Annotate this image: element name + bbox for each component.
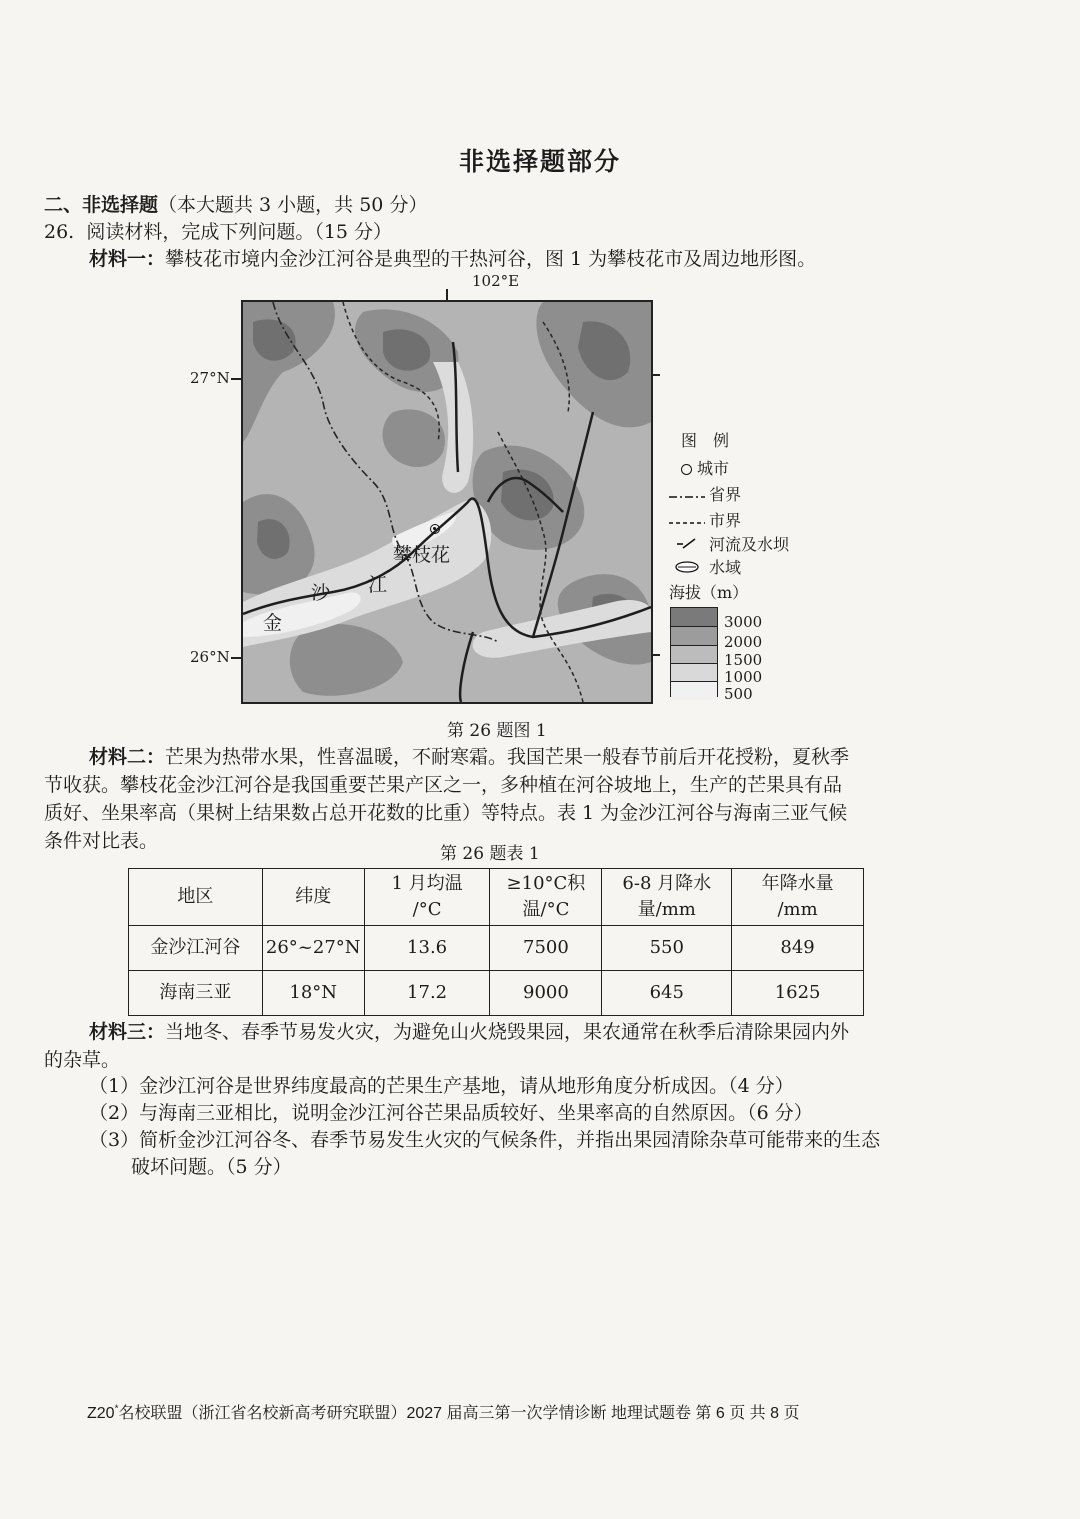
table-row [129,971,864,1016]
elevation-band-500 [671,682,717,700]
table-caption: 第 26 题表 1 [440,844,540,864]
table-header-row [129,869,864,926]
part-heading-label: 二、非选择题 [44,194,159,216]
elevation-band-1500 [671,646,717,664]
sub-question-text: 与海南三亚相比，说明金沙江河谷芒果品质较好、坐果率高的自然原因。（6 分） [139,1102,813,1124]
latitude-top-label: 27°N [190,369,230,387]
longitude-label: 102°E [472,272,520,290]
elevation-label-500: 500 [724,685,753,703]
material2-line-4: 条件对比表。 [44,830,159,852]
river-label-jin: 金 [263,612,283,634]
material2-label: 材料二： [89,746,166,768]
sub-question-number: （1） [89,1075,140,1097]
footer-text: 名校联盟（浙江省名校新高考研究联盟）2027 届高三第一次学情诊断 地理试题卷 第 6 页 共 8 页 [118,1405,800,1422]
legend-label-river-dam: 河流及水坝 [709,535,790,554]
question-prompt-text: 阅读材料，完成下列问题。（15 分） [86,221,393,243]
table-header-cell: 纬度 [262,869,364,926]
legend-item-province-border [669,482,741,505]
material2 [44,743,1044,855]
elevation-label-1500: 1500 [724,651,763,669]
material2-line-3: 质好、坐果率高（果树上结果数占总开花数的比重）等特点。表 1 为金沙江河谷与海南三亚气候 [44,802,848,824]
question-number: 26. [44,221,75,243]
sub-question-number: （2） [89,1102,140,1124]
sub-question-text: 金沙江河谷是世界纬度最高的芒果生产基地，请从地形角度分析成因。（4 分） [139,1075,794,1097]
material2-text-1: 芒果为热带水果，性喜温暖，不耐寒霜。我国芒果一般春节前后开花授粉，夏秋季 [165,746,850,768]
material2-line-2: 节收获。攀枝花金沙江河谷是我国重要芒果产区之一，多种植在河谷坡地上，生产的芒果具有品 [44,774,843,796]
table-cell: 9000 [490,971,602,1016]
part-heading-note: （本大题共 3 小题，共 50 分） [158,194,428,216]
footer-mark: * [114,1403,119,1415]
table-cell: 645 [602,971,732,1016]
river-dam-symbol-icon [669,535,709,554]
table-header-cell: 1 月均温 /°C [364,869,490,926]
table-cell: 1625 [732,971,864,1016]
elevation-label-1000: 1000 [724,668,763,686]
table-header-cell: 6-8 月降水 量/mm [602,869,732,926]
table-header-cell: 地区 [129,869,263,926]
sub-question-3 [89,1127,1049,1154]
material3-text-1: 当地冬、春季节易发火灾，为避免山火烧毁果园，果农通常在秋季后清除果园内外 [165,1021,850,1043]
legend-item-water [669,555,741,578]
part-heading [44,192,427,218]
table-cell: 550 [602,926,732,971]
latitude-bottom-label: 26°N [190,648,230,666]
table-cell: 18°N [262,971,364,1016]
legend-label-province-border: 省界 [709,485,742,504]
sub-question-number: （3） [89,1129,140,1151]
latitude-top-tick-right [652,374,660,376]
question-prompt [44,219,392,245]
legend-title: 图 例 [681,431,730,450]
city-border-symbol-icon [669,511,709,530]
footer-brand: Z20 [87,1405,115,1422]
legend-label-city-border: 市界 [709,511,742,530]
material1-label: 材料一： [89,248,166,270]
elevation-band-1000 [671,664,717,682]
legend-item-river-dam [669,532,789,555]
legend-label-city: 城市 [697,459,730,478]
elevation-title: 海拔（m） [669,583,749,602]
terrain-svg [243,302,651,702]
material3 [44,1018,1044,1074]
elevation-band-3000 [671,608,717,627]
river-label-jiang: 江 [368,574,388,596]
river-label-sha: 沙 [311,582,331,604]
table-cell: 26°~27°N [262,926,364,971]
city-icon [430,524,440,534]
legend-item-city [669,456,729,479]
province-border-symbol-icon [669,485,709,504]
table-cell: 海南三亚 [129,971,263,1016]
table-cell: 17.2 [364,971,490,1016]
climate-comparison-table [128,868,864,1016]
material3-label: 材料三： [89,1021,166,1043]
elevation-scale [670,607,718,697]
city-label: 攀枝花 [393,544,451,566]
map-caption: 第 26 题图 1 [447,721,547,741]
material3-line-2: 的杂草。 [44,1049,121,1071]
elevation-band-2000 [671,627,717,646]
city-symbol-icon [669,459,697,478]
material1 [89,246,816,272]
legend-item-city-border [669,508,741,531]
section-title: 非选择题部分 [458,147,621,176]
material3-line-1 [44,1018,1044,1046]
water-symbol-icon [669,558,709,577]
sub-question-3-continued: 破坏问题。（5 分） [131,1156,292,1178]
table-cell: 7500 [490,926,602,971]
sub-question-2 [89,1100,1049,1127]
sub-question-text: 简析金沙江河谷冬、春季节易发生火灾的气候条件，并指出果园清除杂草可能带来的生态 [139,1129,881,1151]
page-footer [87,1400,799,1423]
table-row [129,926,864,971]
material1-text: 攀枝花市境内金沙江河谷是典型的干热河谷，图 1 为攀枝花市及周边地形图。 [165,248,817,270]
table-cell: 849 [732,926,864,971]
table-cell: 金沙江河谷 [129,926,263,971]
table-cell: 13.6 [364,926,490,971]
latitude-bottom-tick-right [652,654,660,656]
table-header-cell: ≥10°C积 温/°C [490,869,602,926]
table-header-cell: 年降水量 /mm [732,869,864,926]
material2-line-1 [44,743,1044,771]
sub-question-1 [89,1073,1049,1100]
topographic-map [241,300,653,704]
legend-label-water: 水域 [709,558,742,577]
elevation-label-2000: 2000 [724,633,763,651]
elevation-label-3000: 3000 [724,613,763,631]
